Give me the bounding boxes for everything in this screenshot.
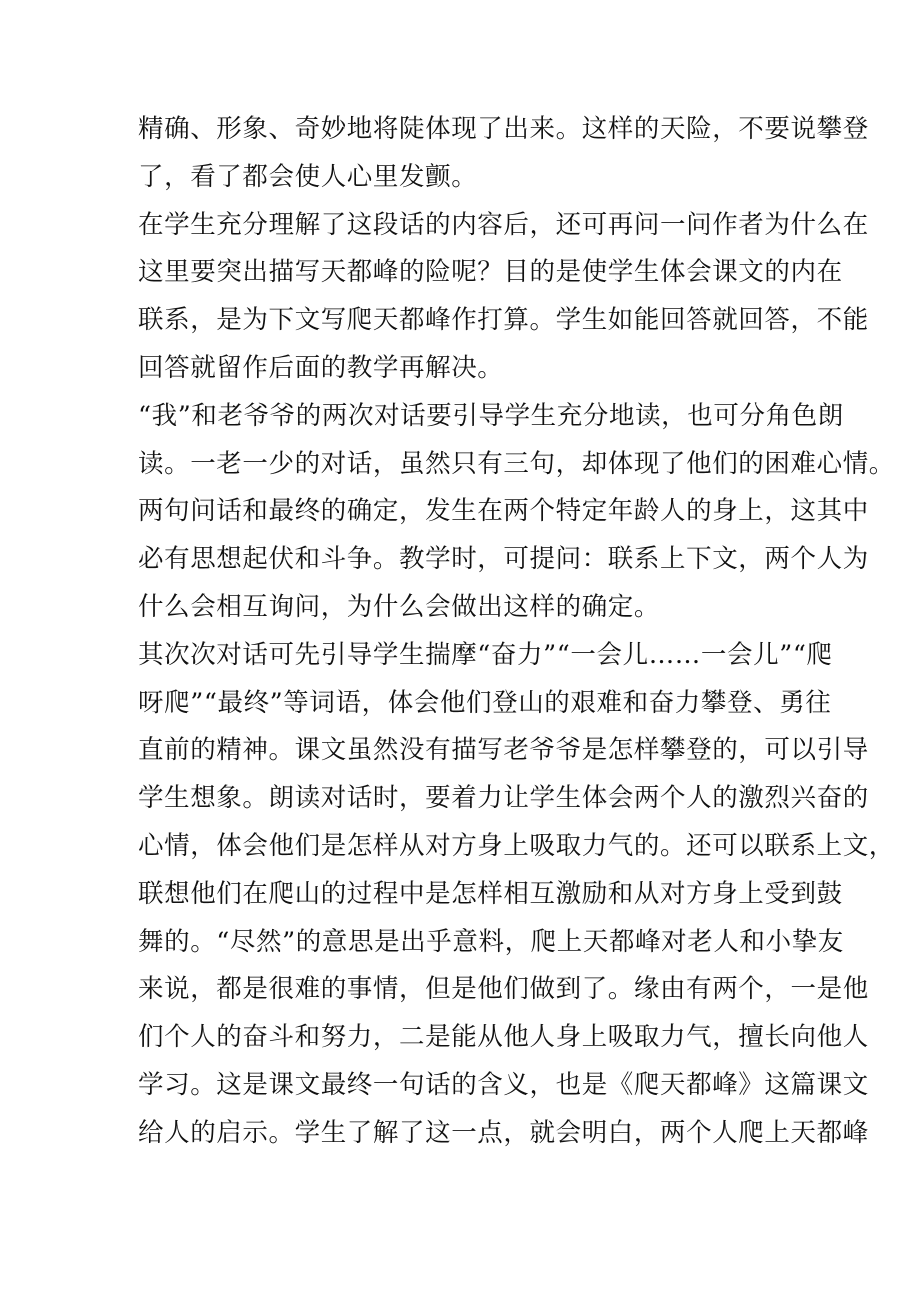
text-line: 联想他们在爬山的过程中是怎样相互激励和从对方身上受到鼓 <box>138 878 843 909</box>
text-line: 们个人的奋斗和努力，二是能从他人身上吸取力气，擅长向他人 <box>138 1022 869 1053</box>
text-line: 什么会相互询问，为什么会做出这样的确定。 <box>138 591 661 622</box>
text-line: 心情，体会他们是怎样从对方身上吸取力气的。还可以联系上文， <box>138 830 895 861</box>
text-line: 来说，都是很难的事情，但是他们做到了。缘由有两个，一是他 <box>138 974 869 1005</box>
text-line: 学习。这是课文最终一句话的含义，也是《爬天都峰》这篇课文 <box>138 1069 869 1100</box>
text-line: 在学生充分理解了这段话的内容后，还可再问一问作者为什么在 <box>138 209 869 240</box>
text-line: 舞的。“尽然”的意思是出乎意料，爬上天都峰对老人和小挚友 <box>138 926 844 957</box>
text-line: 学生想象。朗读对话时，要着力让学生体会两个人的激烈兴奋的 <box>138 783 869 814</box>
text-line: 两句问话和最终的确定，发生在两个特定年龄人的身上，这其中 <box>138 496 869 527</box>
text-line: 读。一老一少的对话，虽然只有三句，却体现了他们的困难心情。 <box>138 448 895 479</box>
text-line: 这里要突出描写天都峰的险呢？目的是使学生体会课文的内在 <box>138 257 843 288</box>
text-line: 直前的精神。课文虽然没有描写老爷爷是怎样攀登的，可以引导 <box>138 735 869 766</box>
text-line: 了，看了都会使人心里发颤。 <box>138 161 478 192</box>
text-line: 呀爬”“最终”等词语，体会他们登山的艰难和奋力攀登、勇往 <box>138 687 832 718</box>
text-line: “我”和老爷爷的两次对话要引导学生充分地读，也可分角色朗 <box>138 400 844 431</box>
text-line: 回答就留作后面的教学再解决。 <box>138 352 504 383</box>
text-line: 精确、形象、奇妙地将陡体现了出来。这样的天险，不要说攀登 <box>138 114 869 144</box>
text-line: 联系，是为下文写爬天都峰作打算。学生如能回答就回答，不能 <box>138 305 869 336</box>
text-line: 其次次对话可先引导学生揣摩“奋力”“一会儿……一会儿”“爬 <box>138 639 833 670</box>
text-line: 给人的启示。学生了解了这一点，就会明白，两个人爬上天都峰 <box>138 1117 869 1148</box>
text-line: 必有思想起伏和斗争。教学时，可提问：联系上下文，两个人为 <box>138 544 869 575</box>
